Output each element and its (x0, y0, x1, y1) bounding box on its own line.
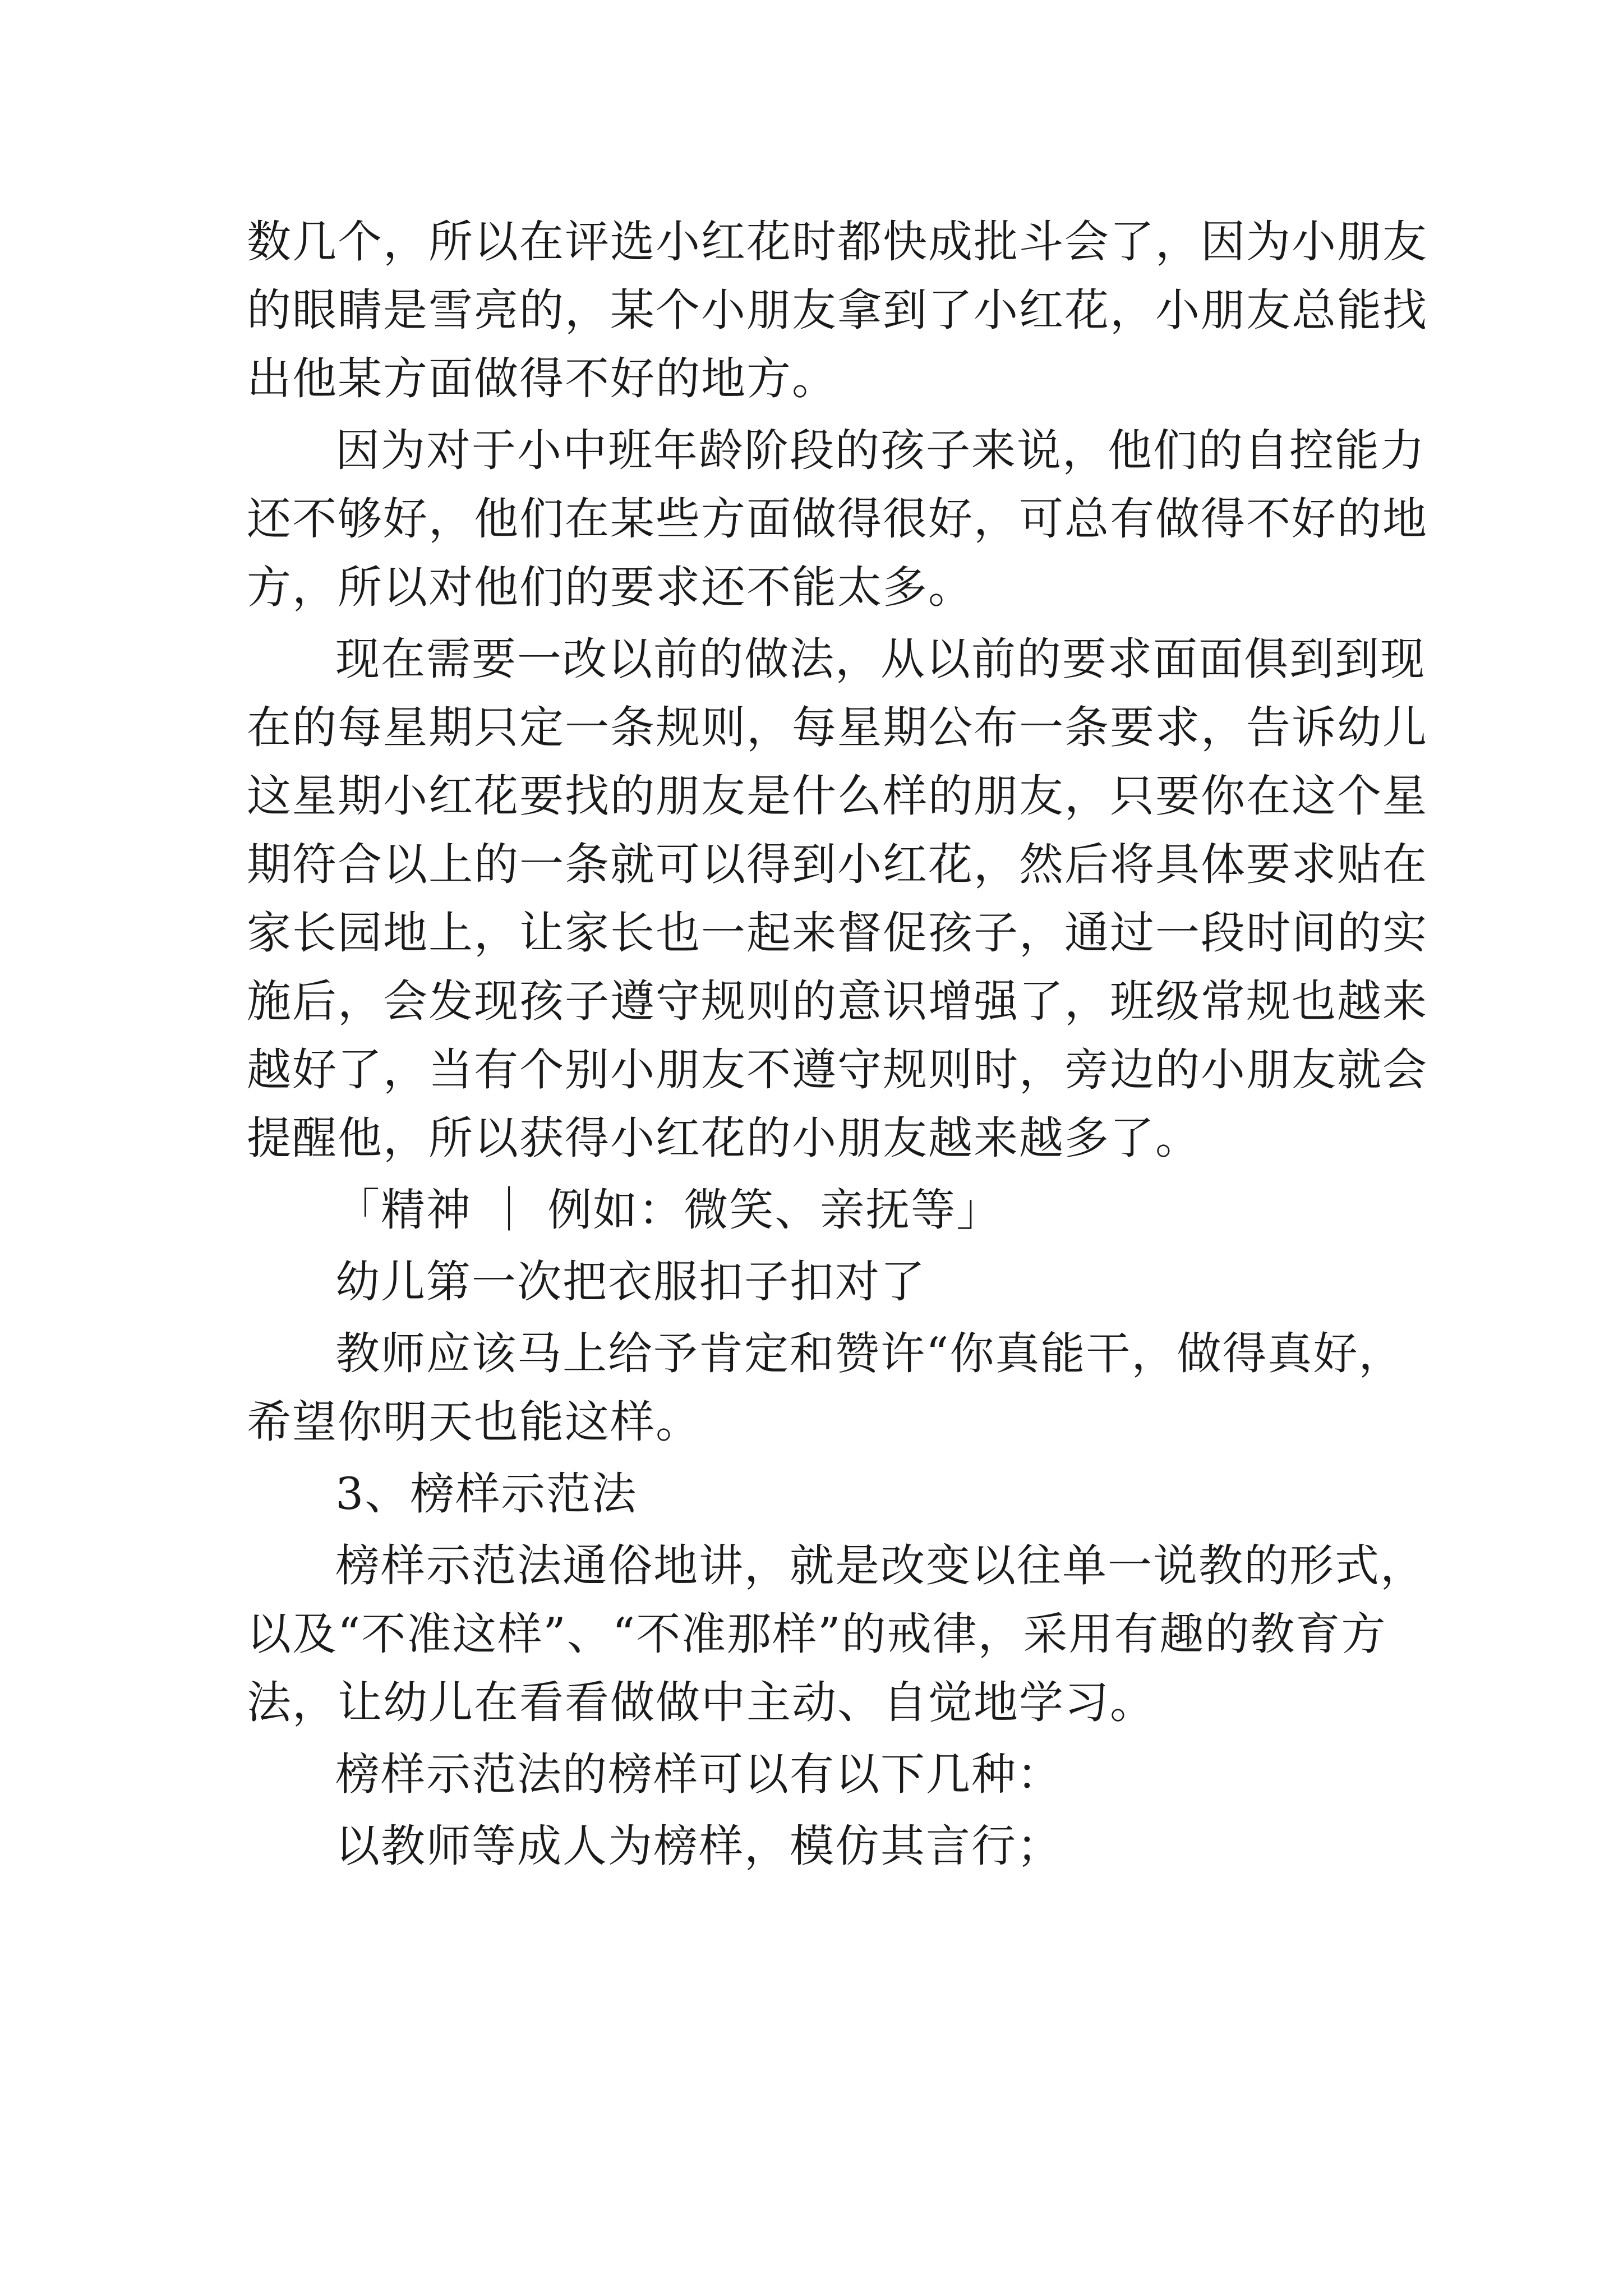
text-line: 的眼睛是雪亮的，某个小朋友拿到了小红花，小朋友总能找 (247, 284, 1428, 336)
text-line: 家长园地上，让家长也一起来督促孩子，通过一段时间的实 (247, 907, 1428, 959)
text-line: 期符合以上的一条就可以得到小红花，然后将具体要求贴在 (247, 839, 1428, 890)
text-line: 越好了，当有个别小朋友不遵守规则时，旁边的小朋友就会 (247, 1044, 1428, 1096)
paragraph-continuation (247, 208, 1428, 413)
paragraph-role-model-types (247, 1740, 1396, 1809)
text-line: 希望你明天也能这样。 (247, 1396, 701, 1448)
text-line: 榜样示范法通俗地讲，就是改变以往单一说教的形式， (335, 1540, 1426, 1591)
text-line: 在的每星期只定一条规则，每星期公布一条要求，告诉幼儿 (247, 702, 1428, 753)
text-line: 因为对于小中班年龄阶段的孩子来说，他们的自控能力 (335, 425, 1426, 476)
paragraph-spiritual-reward (247, 1176, 1396, 1244)
paragraph-adult-model (247, 1812, 1396, 1880)
text-line: 出他某方面做得不好的地方。 (247, 353, 837, 404)
paragraph-role-model-method (247, 1531, 1426, 1737)
text-line: 「精神 ｜ 例如：微笑、亲抚等」 (335, 1184, 1002, 1236)
text-line: 施后，会发现孩子遵守规则的意识增强了，班级常规也越来 (247, 976, 1428, 1027)
paragraph-self-control (247, 416, 1428, 622)
text-line: 这星期小红花要找的朋友是什么样的朋友，只要你在这个星 (247, 770, 1428, 822)
paragraph-example-buttons (247, 1248, 1396, 1316)
text-line: 法，让幼儿在看看做做中主动、自觉地学习。 (247, 1677, 1155, 1728)
text-line: 教师应该马上给予肯定和赞许“你真能干，做得真好， (335, 1328, 1404, 1379)
text-line: 方，所以对他们的要求还不能太多。 (247, 562, 974, 613)
heading-line: 3、榜样示范法 (335, 1468, 638, 1520)
text-line: 还不够好，他们在某些方面做得很好，可总有做得不好的地 (247, 493, 1428, 545)
document-body (247, 208, 1428, 1884)
text-line: 现在需要一改以前的做法，从以前的要求面面俱到到现 (335, 633, 1426, 685)
text-line: 以教师等成人为榜样，模仿其言行； (335, 1820, 1062, 1872)
section-heading (247, 1460, 1396, 1528)
text-line: 榜样示范法的榜样可以有以下几种： (335, 1749, 1062, 1800)
paragraph-new-method (247, 625, 1428, 1172)
text-line: 幼儿第一次把衣服扣子扣对了 (335, 1256, 926, 1308)
text-line: 以及“不准这样”、“不准那样”的戒律，采用有趣的教育方 (247, 1608, 1387, 1660)
paragraph-teacher-praise (247, 1319, 1404, 1456)
text-line: 提醒他，所以获得小红花的小朋友越来越多了。 (247, 1112, 1201, 1164)
text-line: 数几个，所以在评选小红花时都快成批斗会了，因为小朋友 (247, 216, 1428, 268)
